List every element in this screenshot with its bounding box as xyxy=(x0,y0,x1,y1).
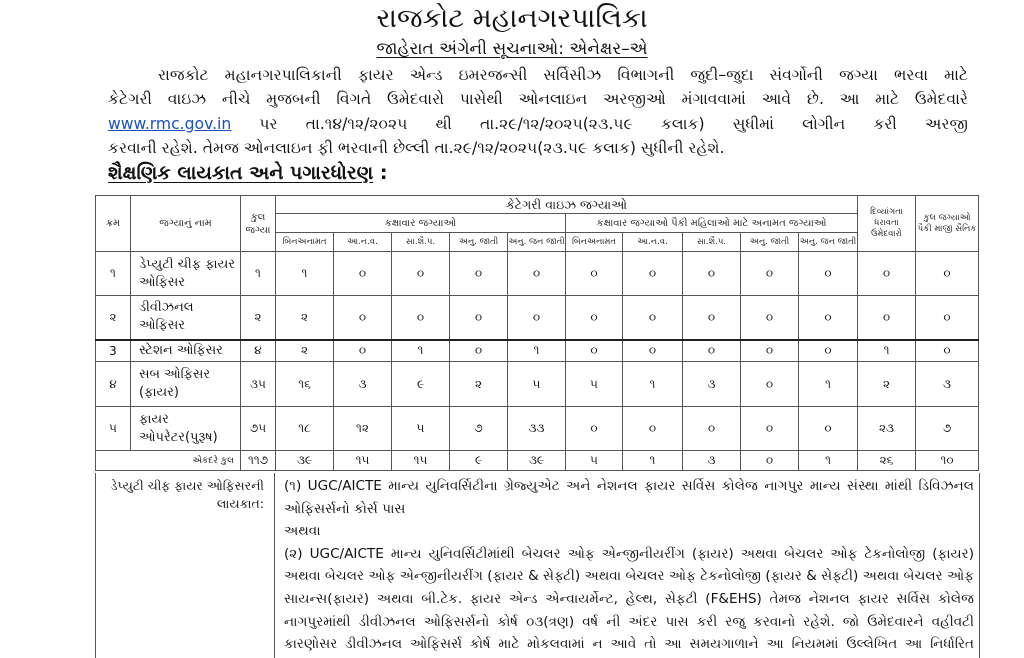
header-post-name: જગ્યાનું નામ xyxy=(131,196,241,252)
cell-sr: ૧ xyxy=(96,252,131,296)
notice-subtitle-text: જાહેરાત અંગેની સૂચનાઓ: એનેક્ષર–એ xyxy=(376,39,648,59)
qualification-line: કારણોસર ડીવીઝનલ ઓફિસર્સ કોર્ષ માટે મોકલવામાં ન આવે તો આ સમયગાળાને આ નિયમમાં ઉલ્લેખિત આ નિર્ધારિત xyxy=(284,636,974,653)
qualification-line: ઓફિસર્સનો કોર્સ પાસ xyxy=(284,500,406,517)
cell-ex-servicemen: ૭ xyxy=(916,407,979,451)
header-class-general: બિનઅનામત xyxy=(276,233,334,252)
qualification-line: સાયન્સ(ફાયર) અથવા બી.ટેક. ફાયર એન્ડ એન્વાયર્મેન્ટ, હેલ્થ, સેફટી (F&EHS) તેમજ નેશનલ ફાયર સર્વિસ કોલેજ xyxy=(284,590,974,607)
header-ex-servicemen: કુલ જગ્યાઓ પૈકી માજી સૈનિક xyxy=(916,196,979,252)
cell-class: ૦ xyxy=(450,252,508,296)
cell-sr: 3 xyxy=(96,340,131,362)
cell-women: ૦ xyxy=(566,340,623,362)
total-women: ૧ xyxy=(623,451,683,471)
cell-women: ૦ xyxy=(623,340,683,362)
total-row xyxy=(96,451,979,471)
cell-class: ૧૮ xyxy=(276,407,334,451)
qualification-divider xyxy=(274,473,275,658)
section-heading xyxy=(108,160,387,186)
qualification-line: અથવા બેચલર ઓફ એન્જીનીયરીંગ (ફાયર & સેફ્ટી) અથવા બેચલર ઓફ ટેકનોલોજી (ફાયર & સેફ્ટી) અથવા બેચલર ઓફ xyxy=(284,568,974,585)
cell-women: ૧ xyxy=(799,362,858,407)
header-women-st: અનુ. જન જાતી xyxy=(799,233,858,252)
total-women: ૫ xyxy=(566,451,623,471)
cell-women: ૦ xyxy=(683,296,741,340)
cell-total: ૨ xyxy=(241,296,276,340)
cell-women: ૦ xyxy=(683,252,741,296)
intro-line-2: કેટેગરી વાઇઝ નીચે મુજબની વિગતે ઉમેદવારો પાસેથી ઓનલાઇન અરજીઓ મંગાવવામાં આવે છે. આ માટે ઉમેદવારે xyxy=(108,90,968,109)
total-cell: ૧૧૭ xyxy=(241,451,276,471)
header-class-st: અનુ. જન જાતી xyxy=(508,233,566,252)
cell-class: ૧ xyxy=(276,252,334,296)
cell-class: ૧ xyxy=(508,340,566,362)
cell-class: ૫ xyxy=(508,362,566,407)
cell-class: ૦ xyxy=(508,252,566,296)
cell-women: ૦ xyxy=(741,340,799,362)
total-class: ૧૫ xyxy=(334,451,392,471)
header-category-wise: કેટેગરી વાઇઝ જગ્યાઓ xyxy=(276,196,858,214)
cell-disabled: ૧ xyxy=(858,340,916,362)
total-ex-servicemen: ૧૦ xyxy=(916,451,979,471)
qualification-label-line-2: લાયકાત: xyxy=(216,496,264,511)
cell-ex-servicemen: ૦ xyxy=(916,340,979,362)
cell-women: ૩ xyxy=(683,362,741,407)
cell-disabled: ૦ xyxy=(858,296,916,340)
cell-class: ૧ xyxy=(392,340,450,362)
cell-women: ૧ xyxy=(623,362,683,407)
cell-class: ૭ xyxy=(450,407,508,451)
cell-class: ૨ xyxy=(276,340,334,362)
cell-women: ૦ xyxy=(566,296,623,340)
table-row xyxy=(96,407,979,451)
intro-line-1: રાજકોટ મહાનગરપાલિકાની ફાયર એન્ડ ઇમરજન્સી સર્વિસીઝ વિભાગની જુદી–જુદા સંવર્ગોની જગ્યા ભરવા માટે xyxy=(158,66,968,84)
cell-class: ૦ xyxy=(334,252,392,296)
cell-post-name: ડેપ્યુટી ચીફ ફાયર ઓફિસર xyxy=(131,252,241,296)
cell-women: ૦ xyxy=(741,407,799,451)
header-women-sc: અનુ. જાતી xyxy=(741,233,799,252)
header-women-general: બિનઅનામત xyxy=(566,233,623,252)
qualification-line: અથવા xyxy=(284,523,321,540)
cell-disabled: ૨ xyxy=(858,362,916,407)
total-women: ૧ xyxy=(799,451,858,471)
cell-post-name: ફાયર ઓપરેટર(પુરૂષ) xyxy=(131,407,241,451)
cell-sr: ૪ xyxy=(96,362,131,407)
cell-class: ૧૬ xyxy=(276,362,334,407)
cell-class: ૧૨ xyxy=(334,407,392,451)
cell-disabled: ૨૩ xyxy=(858,407,916,451)
cell-post-name: સબ ઓફિસર (ફાયર) xyxy=(131,362,241,407)
header-women-ews: આ.ન.વ. xyxy=(623,233,683,252)
rmc-website-link[interactable]: www.rmc.gov.in xyxy=(108,114,232,133)
cell-women: ૦ xyxy=(799,296,858,340)
cell-class: ૩ xyxy=(334,362,392,407)
total-class: ૯ xyxy=(450,451,508,471)
header-class-ews: આ.ન.વ. xyxy=(334,233,392,252)
cell-total: ૩૫ xyxy=(241,362,276,407)
qualification-section xyxy=(95,473,980,658)
header-class-sebc: સા.શૈ.પ. xyxy=(392,233,450,252)
total-women: ૦ xyxy=(741,451,799,471)
section-heading-colon: : xyxy=(373,162,388,184)
cell-women: ૦ xyxy=(741,252,799,296)
qualification-line: નાગપુરમાંથી ડીવીઝનલ ઓફિસર્સનો કોર્ષ ૦૩(ત્રણ) વર્ષ ની અંદર પાસ કરી રજુ કરવાનો રહેશે. જો ઉમેદવારને વહીવટી xyxy=(284,613,974,630)
cell-women: ૦ xyxy=(799,252,858,296)
table-row xyxy=(96,362,979,407)
qualification-label xyxy=(96,473,264,513)
total-class: ૧૫ xyxy=(392,451,450,471)
cell-class: ૦ xyxy=(334,340,392,362)
intro-line-3 xyxy=(108,112,968,136)
cell-women: ૦ xyxy=(799,407,858,451)
cell-class: ૦ xyxy=(392,296,450,340)
table-row xyxy=(96,340,979,362)
qualification-line: (૧) UGC/AICTE માન્ય યુનિવર્સિટીના ગ્રેજ્યુએટ અને નેશનલ ફાયર સર્વિસ કોલેજ નાગપુર માન્ય સંસ્થા માંથી ડિવિઝનલ xyxy=(284,478,974,494)
cell-women: ૫ xyxy=(566,362,623,407)
intro-line-4: કરવાની રહેશે. તેમજ ઓનલાઇન ફી ભરવાની છેલ્લી તા.૨૯/૧૨/૨૦૨૫(૨૩.૫૯ કલાક) સુધીની રહેશે. xyxy=(108,138,725,157)
cell-sr: ૫ xyxy=(96,407,131,451)
total-women: ૩ xyxy=(683,451,741,471)
cell-class: ૦ xyxy=(450,340,508,362)
cell-women: ૦ xyxy=(741,296,799,340)
total-label: એકંદરે કુલ xyxy=(96,451,241,471)
qualification-label-line-1: ડેપ્યુટી ચીફ ફાયર ઓફિસરની xyxy=(110,478,264,493)
table-row xyxy=(96,252,979,296)
cell-women: ૦ xyxy=(623,407,683,451)
section-heading-text: શૈક્ષણિક લાયકાત અને પગારધોરણ xyxy=(108,162,374,184)
cell-post-name: ડીવીઝનલ ઓફિસર xyxy=(131,296,241,340)
cell-class: ૦ xyxy=(334,296,392,340)
header-class-wise: કક્ષાવાર જગ્યાઓ xyxy=(276,214,566,233)
cell-total: ૪ xyxy=(241,340,276,362)
cell-women: ૦ xyxy=(566,407,623,451)
cell-women: ૦ xyxy=(799,340,858,362)
header-women-reserved: કક્ષાવાર જગ્યાઓ પૈકી મહિલાઓ માટે અનામત જગ્યાઓ xyxy=(566,214,858,233)
cell-class: ૨ xyxy=(450,362,508,407)
vacancy-table xyxy=(95,195,979,471)
page-title: રાજકોટ મહાનગરપાલિકા xyxy=(376,3,648,34)
intro-line-3-text: પર તા.૧૪/૧૨/૨૦૨૫ થી તા.૨૯/૧૨/૨૦૨૫(૨૩.૫૯ કલાક) સુધીમાં લોગીન કરી અરજી xyxy=(231,114,968,133)
total-class: ૩૯ xyxy=(276,451,334,471)
cell-class: ૦ xyxy=(508,296,566,340)
cell-ex-servicemen: ૦ xyxy=(916,252,979,296)
total-disabled: ૨૬ xyxy=(858,451,916,471)
cell-sr: ૨ xyxy=(96,296,131,340)
cell-women: ૦ xyxy=(741,362,799,407)
header-women-sebc: સા.શૈ.પ. xyxy=(683,233,741,252)
header-class-sc: અનુ. જાતી xyxy=(450,233,508,252)
cell-class: ૦ xyxy=(450,296,508,340)
qualification-text xyxy=(284,475,974,656)
cell-post-name: સ્ટેશન ઓફિસર xyxy=(131,340,241,362)
header-sr: ક્રમ xyxy=(96,196,131,252)
notice-subtitle xyxy=(0,38,1024,60)
cell-women: ૦ xyxy=(683,340,741,362)
cell-women: ૦ xyxy=(683,407,741,451)
header-total-posts: કુલ જગ્યા xyxy=(241,196,276,252)
cell-class: ૦ xyxy=(392,252,450,296)
total-class: ૩૯ xyxy=(508,451,566,471)
cell-women: ૦ xyxy=(623,252,683,296)
cell-ex-servicemen: ૦ xyxy=(916,296,979,340)
cell-class: ૫ xyxy=(392,407,450,451)
table-row xyxy=(96,296,979,340)
cell-women: ૦ xyxy=(566,252,623,296)
cell-class: ૯ xyxy=(392,362,450,407)
header-disabled: દિવ્યાંગતા ધરાવતા ઉમેદવારો xyxy=(858,196,916,252)
cell-ex-servicemen: ૩ xyxy=(916,362,979,407)
cell-total: ૧ xyxy=(241,252,276,296)
cell-disabled: ૦ xyxy=(858,252,916,296)
cell-class: ૩૩ xyxy=(508,407,566,451)
cell-women: ૦ xyxy=(623,296,683,340)
qualification-line: (૨) UGC/AICTE માન્ય યુનિવર્સિટીમાંથી બેચલર ઓફ એન્જીનીયરીંગ (ફાયર) અથવા બેચલર ઓફ ટેકનોલોજી (ફાયર) xyxy=(284,545,974,562)
intro-paragraph xyxy=(108,63,968,160)
cell-class: ૨ xyxy=(276,296,334,340)
cell-total: ૭૫ xyxy=(241,407,276,451)
